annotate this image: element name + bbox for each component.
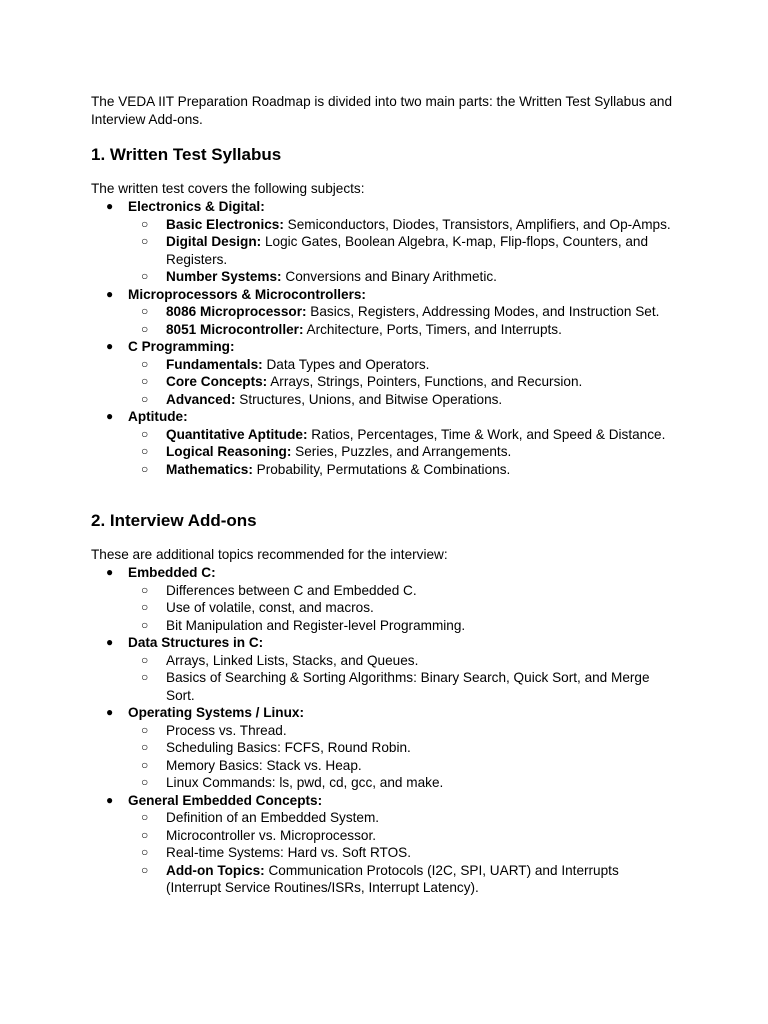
list-item-term: Add-on Topics: — [166, 862, 265, 878]
list-item-text — [166, 321, 676, 339]
list-item-text — [166, 844, 676, 862]
list-item — [91, 722, 691, 740]
list-item-text — [166, 268, 676, 286]
list-item-group — [91, 338, 691, 356]
group-label: General Embedded Concepts: — [128, 792, 323, 808]
bullet-hollow-icon: ○ — [141, 862, 149, 877]
list-item-description: Logic Gates, Boolean Algebra, K-map, Flip-flops, Counters, and Registers. — [166, 234, 649, 267]
bullet-filled-icon: ● — [106, 199, 114, 213]
list-item — [91, 216, 691, 234]
bullet-hollow-icon: ○ — [141, 775, 149, 789]
group-label: C Programming: — [128, 339, 235, 354]
list-item — [91, 443, 691, 461]
bullet-hollow-icon: ○ — [141, 600, 149, 614]
list-item-group — [91, 408, 691, 426]
list-item — [91, 373, 691, 391]
list-item-text — [166, 827, 676, 845]
bullet-hollow-icon: ○ — [141, 845, 149, 859]
list-item-text — [166, 617, 676, 635]
bullet-filled-icon: ● — [106, 705, 114, 719]
list-item-text — [166, 862, 676, 897]
list-item-text — [166, 739, 676, 757]
list-item — [91, 426, 691, 444]
list-item-description: Real-time Systems: Hard vs. Soft RTOS. — [166, 845, 412, 860]
list-item — [91, 303, 691, 321]
list-item-description: Definition of an Embedded System. — [166, 810, 380, 825]
list-item-text — [166, 233, 676, 268]
section-heading-written-test: 1. Written Test Syllabus — [91, 145, 282, 164]
list-item-description: Architecture, Ports, Timers, and Interrupts. — [303, 321, 562, 337]
bullet-hollow-icon: ○ — [141, 827, 149, 842]
bullet-filled-icon: ● — [106, 635, 114, 649]
list-item-text — [166, 356, 676, 374]
list-item-text — [166, 391, 676, 409]
list-item-group — [91, 634, 691, 652]
group-label: Embedded C: — [128, 565, 216, 580]
section-lead-interview: These are additional topics recommended for the interview: — [91, 547, 448, 562]
bullet-filled-icon: ● — [106, 409, 114, 423]
list-item-description: Basics of Searching & Sorting Algorithms: Binary Search, Quick Sort, and Merge Sort. — [166, 670, 650, 703]
list-item-group — [91, 564, 691, 582]
list-item — [91, 669, 691, 704]
list-item-description: Conversions and Binary Arithmetic. — [281, 269, 497, 284]
bullet-filled-icon: ● — [106, 792, 114, 807]
bullet-hollow-icon: ○ — [141, 810, 149, 824]
list-item-term: Core Concepts: — [166, 374, 268, 389]
list-item-description: Scheduling Basics: FCFS, Round Robin. — [166, 740, 411, 755]
list-item-group — [91, 792, 691, 810]
list-item-text — [166, 757, 676, 775]
bullet-hollow-icon: ○ — [141, 356, 149, 371]
list-item — [91, 844, 691, 862]
bullet-filled-icon: ● — [106, 339, 114, 353]
list-item-text — [166, 443, 676, 461]
list-item — [91, 391, 691, 409]
group-label: Aptitude: — [128, 409, 188, 424]
list-item — [91, 774, 691, 792]
list-item-text — [166, 426, 676, 444]
list-item-description: Bit Manipulation and Register-level Programming. — [166, 617, 466, 633]
list-item — [91, 617, 691, 635]
bullet-hollow-icon: ○ — [141, 304, 149, 318]
list-item — [91, 233, 691, 268]
list-item — [91, 356, 691, 374]
list-item-term: Quantitative Aptitude: — [166, 426, 308, 442]
bullet-filled-icon: ● — [106, 286, 114, 301]
list-item-term: Advanced: — [166, 391, 236, 407]
list-item-term: Digital Design: — [166, 234, 262, 249]
list-item-text — [166, 582, 676, 600]
list-item-description: Arrays, Strings, Pointers, Functions, and Recursion. — [267, 374, 583, 389]
list-item-term: Mathematics: — [166, 461, 253, 477]
bullet-hollow-icon: ○ — [141, 757, 149, 772]
list-item-text — [166, 216, 676, 234]
list-item-text — [166, 722, 676, 740]
list-item — [91, 757, 691, 775]
list-item-description: Semiconductors, Diodes, Transistors, Amplifiers, and Op-Amps. — [283, 216, 671, 232]
list-item — [91, 862, 691, 897]
bullet-hollow-icon: ○ — [141, 321, 149, 336]
interview-list — [91, 564, 691, 897]
list-item-description: Basics, Registers, Addressing Modes, and Instruction Set. — [306, 304, 660, 319]
list-item-term: Number Systems: — [166, 269, 282, 284]
list-item — [91, 582, 691, 600]
list-item — [91, 827, 691, 845]
list-item-text — [166, 599, 676, 617]
group-label: Electronics & Digital: — [128, 199, 265, 214]
list-item-text — [166, 652, 676, 670]
written-test-list — [91, 198, 691, 478]
list-item-text — [166, 461, 676, 479]
list-item-description: Arrays, Linked Lists, Stacks, and Queues. — [166, 652, 419, 668]
list-item-description: Series, Puzzles, and Arrangements. — [291, 444, 512, 459]
list-item — [91, 461, 691, 479]
bullet-hollow-icon: ○ — [141, 391, 149, 406]
list-item-description: Ratios, Percentages, Time & Work, and Speed & Distance. — [307, 426, 666, 442]
list-item-description: Memory Basics: Stack vs. Heap. — [166, 757, 362, 773]
list-item-group — [91, 704, 691, 722]
list-item-description: Use of volatile, const, and macros. — [166, 600, 374, 615]
bullet-hollow-icon: ○ — [141, 582, 149, 597]
list-item-text — [166, 774, 676, 792]
list-item-group — [91, 198, 691, 216]
list-item-description: Structures, Unions, and Bitwise Operations. — [235, 391, 503, 407]
list-item-description: Microcontroller vs. Microprocessor. — [166, 827, 376, 843]
list-item-text — [166, 809, 676, 827]
list-item-description: Probability, Permutations & Combinations. — [252, 461, 511, 477]
list-item — [91, 652, 691, 670]
bullet-filled-icon: ● — [106, 565, 114, 579]
list-item-term: 8051 Microcontroller: — [166, 321, 304, 337]
list-item — [91, 321, 691, 339]
bullet-hollow-icon: ○ — [141, 269, 149, 283]
list-item — [91, 809, 691, 827]
bullet-hollow-icon: ○ — [141, 234, 149, 248]
bullet-hollow-icon: ○ — [141, 722, 149, 737]
list-item-description: Differences between C and Embedded C. — [166, 582, 417, 598]
list-item-term: Fundamentals: — [166, 356, 263, 372]
list-item-text — [166, 669, 676, 704]
intro-paragraph: The VEDA IIT Preparation Roadmap is divided into two main parts: the Written Test Syllabus and Interview Add-ons. — [91, 94, 673, 127]
list-item-term: 8086 Microprocessor: — [166, 304, 307, 319]
section-lead-written-test: The written test covers the following subjects: — [91, 181, 365, 196]
bullet-hollow-icon: ○ — [141, 740, 149, 754]
list-item-term: Logical Reasoning: — [166, 444, 292, 459]
bullet-hollow-icon: ○ — [141, 444, 149, 458]
list-item-description: Linux Commands: ls, pwd, cd, gcc, and make. — [166, 775, 444, 790]
list-item — [91, 268, 691, 286]
list-item-description: Process vs. Thread. — [166, 722, 287, 738]
bullet-hollow-icon: ○ — [141, 374, 149, 388]
list-item-description: Data Types and Operators. — [262, 356, 430, 372]
bullet-hollow-icon: ○ — [141, 426, 149, 441]
bullet-hollow-icon: ○ — [141, 617, 149, 632]
bullet-hollow-icon: ○ — [141, 670, 149, 684]
bullet-hollow-icon: ○ — [141, 216, 149, 231]
list-item — [91, 739, 691, 757]
list-item — [91, 599, 691, 617]
list-item-text — [166, 303, 676, 321]
bullet-hollow-icon: ○ — [141, 461, 149, 476]
list-item-term: Basic Electronics: — [166, 216, 284, 232]
list-item-group — [91, 286, 691, 304]
bullet-hollow-icon: ○ — [141, 652, 149, 667]
group-label: Operating Systems / Linux: — [128, 705, 305, 720]
list-item-text — [166, 373, 676, 391]
group-label: Data Structures in C: — [128, 635, 264, 650]
section-heading-interview: 2. Interview Add-ons — [91, 511, 257, 530]
list-item-description: Communication Protocols (I2C, SPI, UART) and Interrupts (Interrupt Service Routines/ISRs, Interrupt Latency). — [166, 862, 619, 895]
group-label: Microprocessors & Microcontrollers: — [128, 286, 366, 302]
